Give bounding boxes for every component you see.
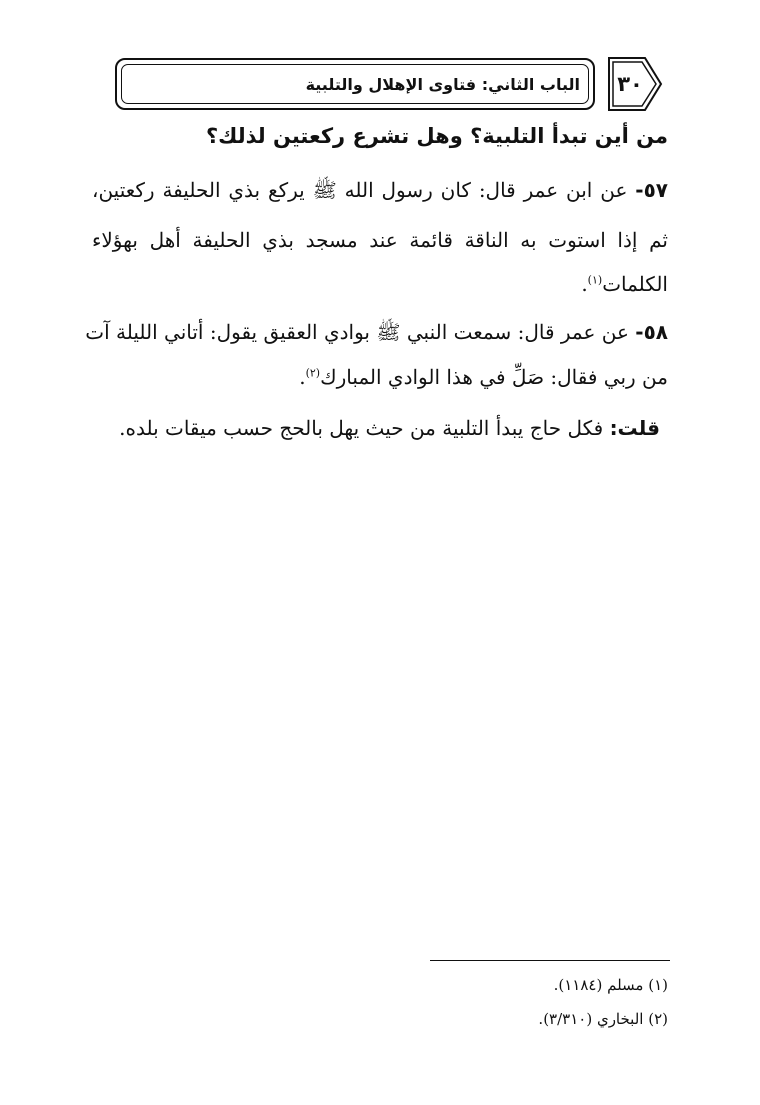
page-number-tag: [607, 56, 663, 112]
footnote-ref-1: (١): [587, 273, 603, 287]
chapter-title-frame: [115, 58, 595, 110]
hadith-58-number: ٥٨-: [635, 320, 668, 344]
footnote-1: (١) مسلم (١١٨٤).: [553, 976, 668, 994]
chapter-title: الباب الثاني: فتاوى الإهلال والتلبية: [305, 74, 580, 94]
section-heading: من أين تبدأ التلبية؟ وهل تشرع ركعتين لذلك؟: [206, 124, 668, 148]
page-number: ٣٠: [617, 72, 643, 96]
running-header: [115, 54, 663, 114]
footnote-2: (٢) البخاري (٣/٣١٠).: [538, 1010, 668, 1028]
hadith-58-line-2: من ربي فقال: صَلِّ في هذا الوادي المبارك$^{(٢)}$.: [299, 365, 668, 389]
comment-label: قلت:: [609, 416, 660, 440]
hadith-57-line-2: ثم إذا استوت به الناقة قائمة عند مسجد بذي الحليفة أهل بهؤلاء: [92, 228, 668, 252]
hadith-57-number: ٥٧-: [635, 178, 669, 202]
footnote-ref-2: (٢): [305, 366, 321, 380]
footnote-divider: [430, 960, 670, 961]
hadith-57-line-3: الكلمات$^{(١)}$.: [581, 272, 668, 296]
hadith-57-line-1: ٥٧- عن ابن عمر قال: كان رسول الله ﷺ يركع بذي الحليفة ركعتين،: [92, 178, 669, 202]
comment-paragraph: قلت: فكل حاج يبدأ التلبية من حيث يهل بالحج حسب ميقات بلده.: [119, 416, 660, 440]
hadith-58-line-1: ٥٨- عن عمر قال: سمعت النبي ﷺ بوادي العقيق يقول: أتاني الليلة آت: [85, 320, 668, 344]
